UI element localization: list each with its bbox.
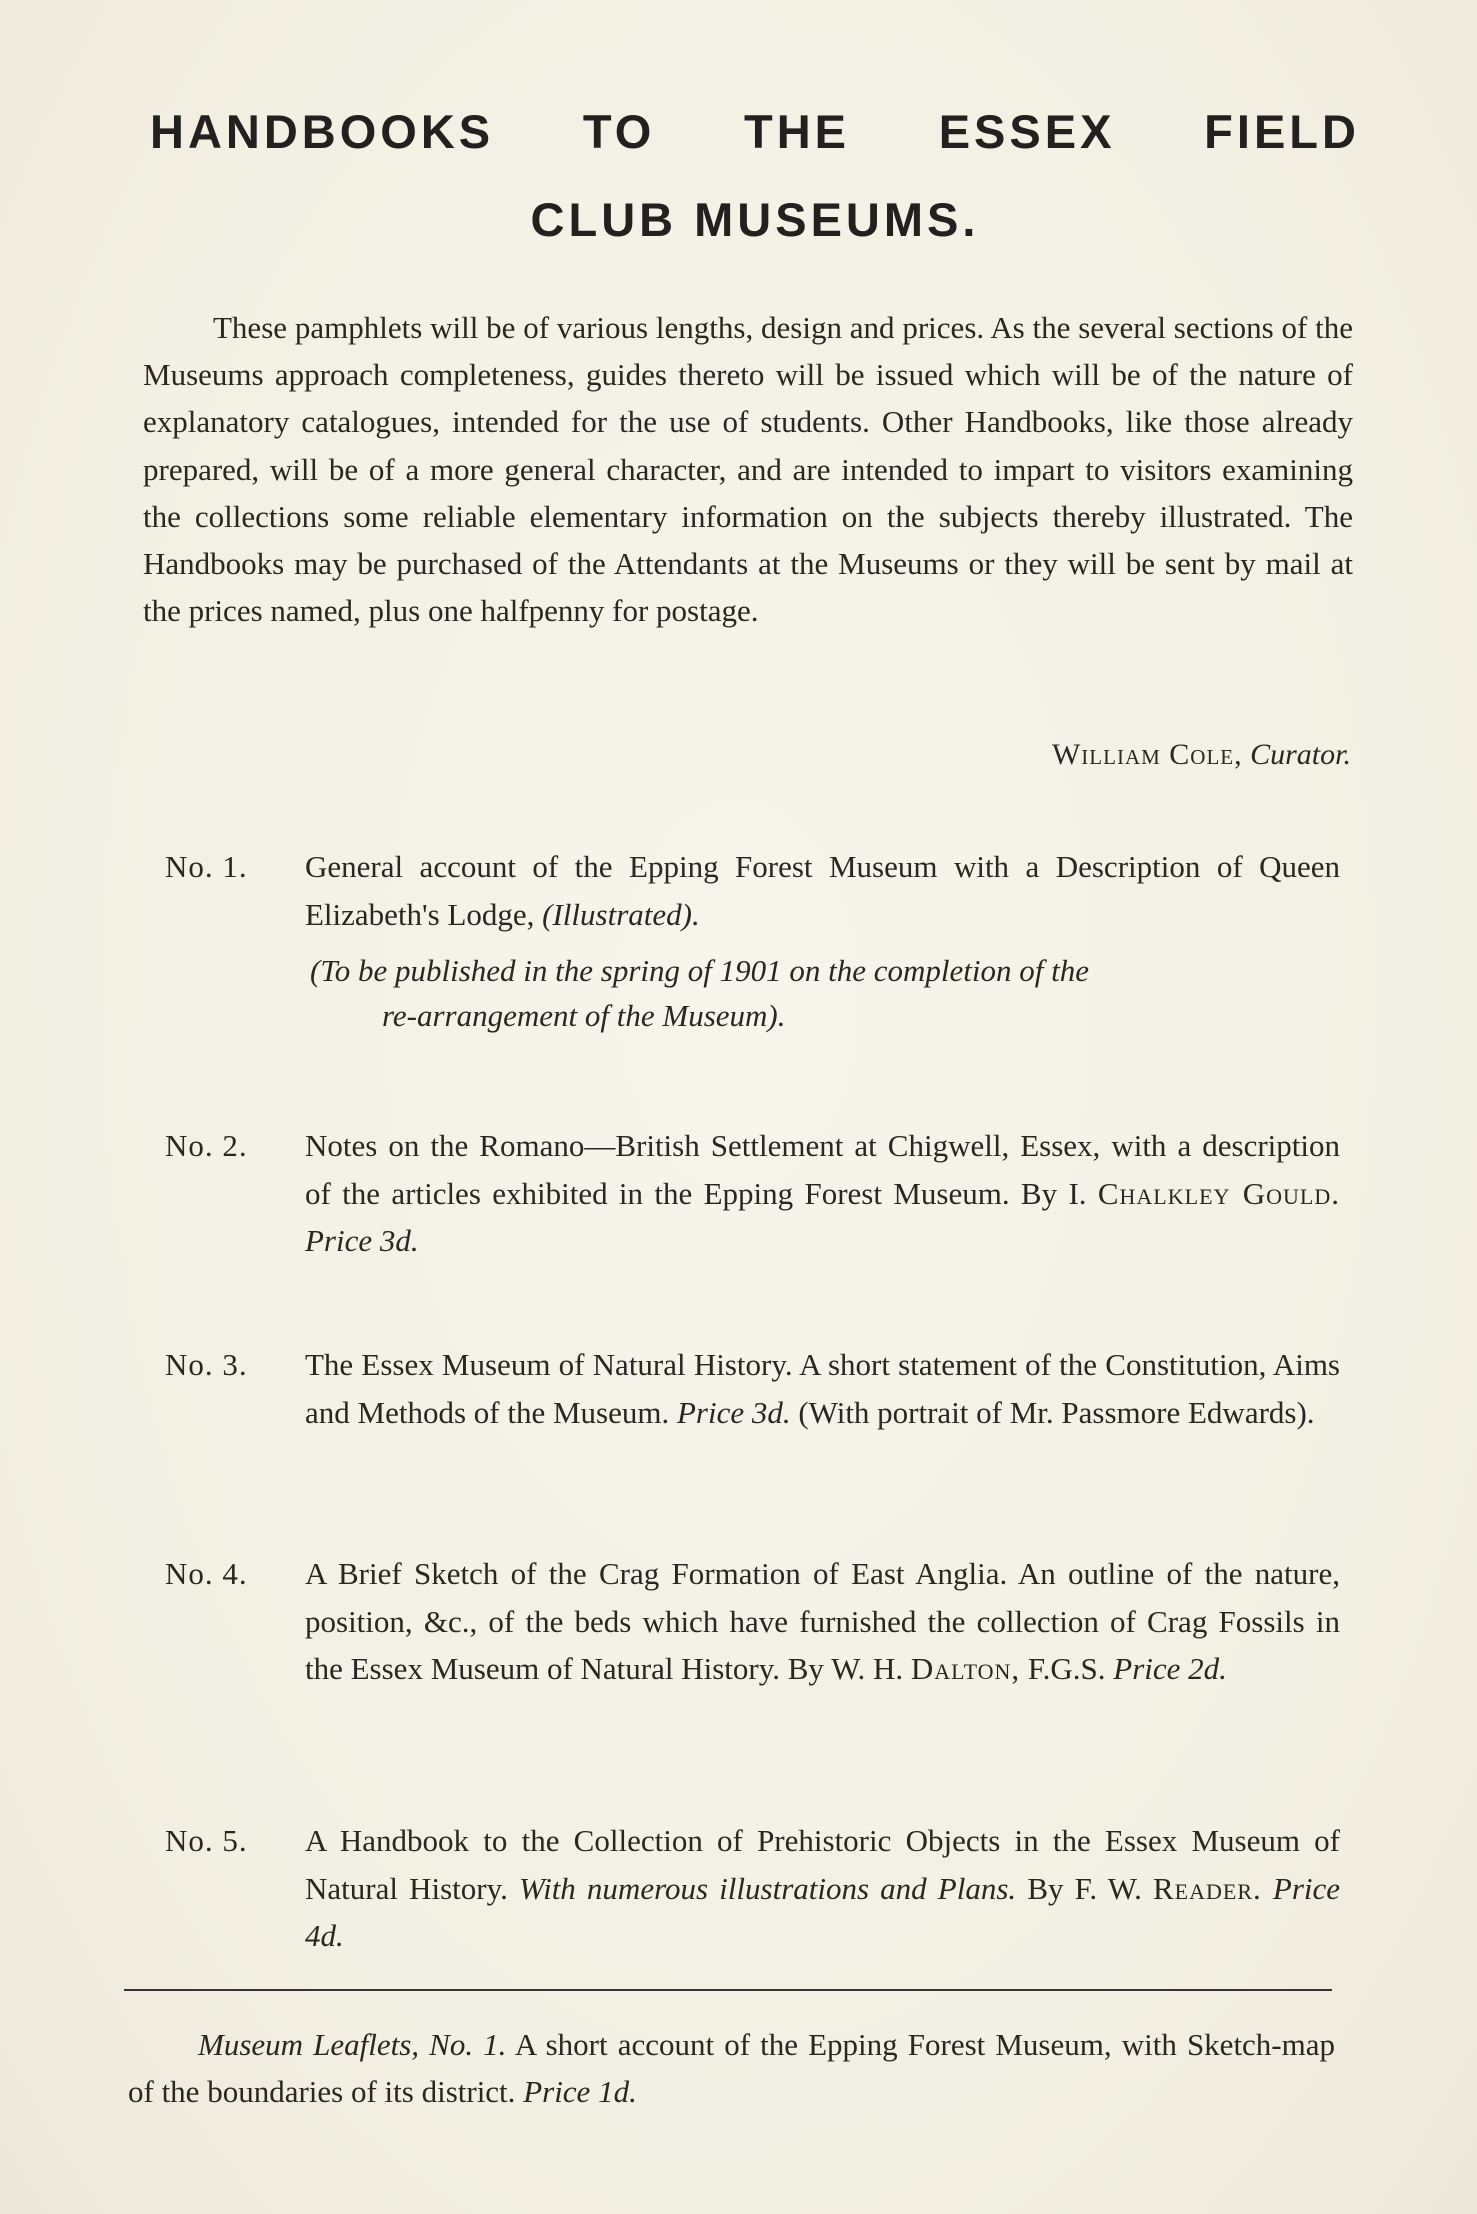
entry-price: Price 3d. [676, 1394, 791, 1430]
entry-author: Chalkley Gould. [1097, 1175, 1340, 1211]
title-line-2: CLUB MUSEUMS. [530, 193, 980, 246]
handbook-entry-3 [165, 1341, 1340, 1436]
entry-text [305, 1122, 1340, 1265]
note-line: re-arrangement of the Museum). [382, 998, 786, 1033]
curator-name: William Cole, [1051, 738, 1243, 771]
entry-text [305, 1550, 1340, 1693]
entry-price: Price 2d. [1113, 1651, 1227, 1686]
handbook-entry-5 [165, 1817, 1340, 1960]
entry-price: Price 4d. [305, 1870, 1341, 1953]
leaflet-price: Price 1d. [523, 2074, 637, 2109]
curator-role: Curator. [1250, 738, 1351, 771]
entry-author: Dalton, [910, 1651, 1021, 1686]
entry-number: No. 2. [165, 1128, 248, 1163]
entry-description: A Brief Sketch of the Crag Formation of East Anglia. An outline of the nature, position, &c., of the beds which have furnished the collection of Crag Fossils in the Essex Museum of Natural History. By W. H. [305, 1556, 1340, 1686]
entry-note [310, 948, 1340, 1038]
entry-number: No. 3. [165, 1347, 248, 1382]
signature [1052, 738, 1351, 772]
leaflet-description: A short account of the Epping Forest Museum, with Sketch-map of the boundaries of its district. [128, 2027, 1336, 2109]
entry-illustrations-note: With numerous illustrations and Plans. [518, 1870, 1017, 1906]
handbook-entry-4 [165, 1550, 1340, 1693]
title-word: THE [743, 105, 850, 158]
museum-leaflet [128, 2021, 1335, 2115]
entry-author: Reader. [1153, 1870, 1262, 1906]
divider-rule [124, 1989, 1332, 1991]
intro-paragraph: These pamphlets will be of various lengths, design and prices. As the several sections of the Museums approach completeness, guides thereto will be issued which will be of the nature of explanatory catalogues, intended for the use of students. Other Handbooks, like those already prepared, will be of a more general character, and are intended to impart to visitors examining the collections some reliable elementary information on the subjects thereby illustrated. The Handbooks may be purchased of the Attendants at the Museums or they will be sent by mail at the prices named, plus one halfpenny for postage. [143, 310, 1353, 629]
entry-number: No. 4. [165, 1556, 248, 1591]
title-word: ESSEX [938, 105, 1116, 158]
note-line: (To be published in the spring of 1901 on the completion of the [310, 953, 1089, 988]
title-word: HANDBOOKS [150, 105, 495, 158]
entry-description: A Handbook to the Collection of Prehistoric Objects in the Essex Museum of Natural History. [305, 1823, 1340, 1906]
entry-number: No. 5. [165, 1823, 248, 1858]
title-word: FIELD [1204, 105, 1360, 158]
handbook-entry-1 [165, 843, 1340, 1038]
entry-illustrated: (Illustrated). [542, 896, 700, 932]
entry-by: By F. W. [1027, 1870, 1142, 1906]
entry-price: Price 3d. [305, 1223, 419, 1258]
title-word: TO [582, 105, 656, 158]
handbook-entry-2 [165, 1122, 1340, 1265]
title-line-1 [150, 104, 1360, 159]
entry-description: General account of the Epping Forest Museum with a Description of Queen Elizabeth's Lodge, [305, 849, 1340, 932]
entry-number: No. 1. [165, 849, 248, 884]
leaflet-label: Museum Leaflets, No. 1. [198, 2027, 507, 2062]
entry-text [305, 843, 1340, 938]
entry-text [305, 1817, 1340, 1960]
entry-portrait-note: (With portrait of Mr. Passmore Edwards). [798, 1394, 1315, 1430]
entry-text [305, 1341, 1340, 1436]
entry-description: Notes on the Romano—British Settlement at Chigwell, Essex, with a description of the articles exhibited in the Epping Forest Museum. By I. [305, 1128, 1340, 1211]
entry-description: The Essex Museum of Natural History. A short statement of the Constitution, Aims and Methods of the Museum. [305, 1347, 1340, 1430]
entry-author-credential: F.G.S. [1027, 1651, 1106, 1686]
